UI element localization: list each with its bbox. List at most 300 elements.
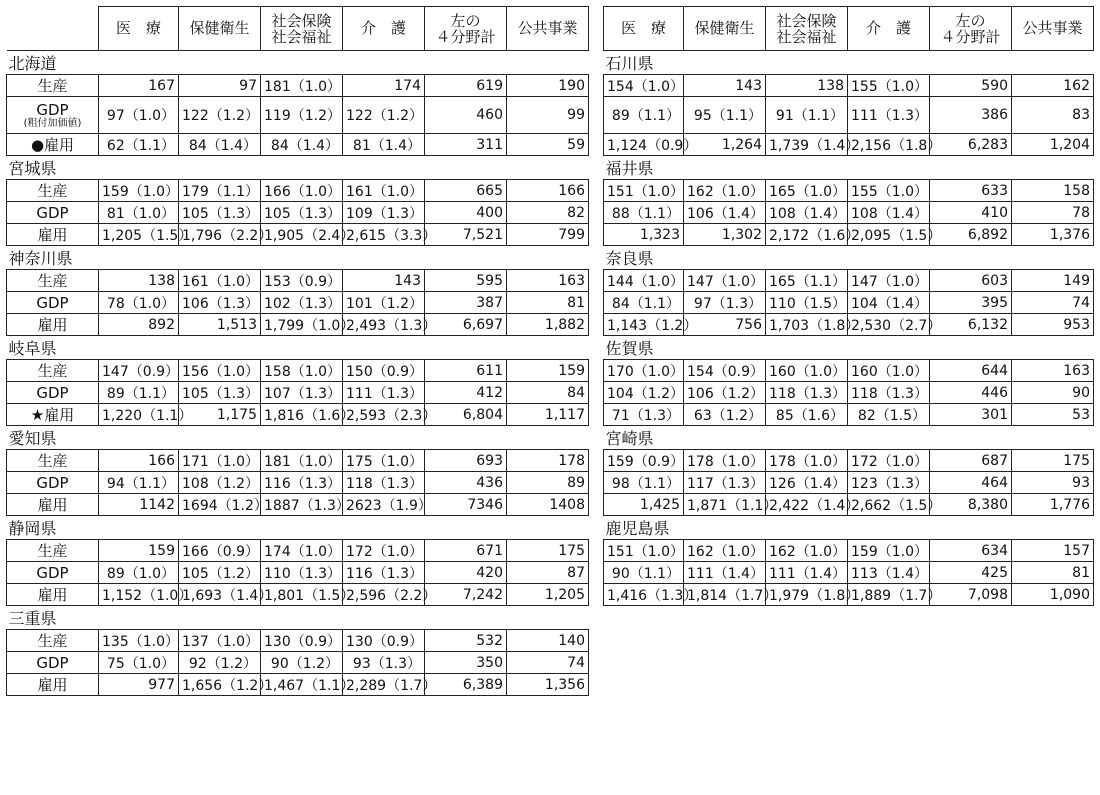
data-cell: 122（1.2） [343,97,425,134]
data-cell: 89 [507,472,589,494]
region-row [604,246,1094,270]
data-row [604,584,1094,606]
header-kokyo: 公共事業 [1012,7,1094,51]
data-cell: 1,204 [1012,134,1094,156]
region-name: 宮崎県 [605,429,654,448]
data-row [604,404,1094,426]
data-cell: 81 [507,292,589,314]
data-row [7,652,589,674]
data-cell: 1,905（2.4） [261,224,343,246]
data-row [604,75,1094,97]
row-label: 生産 [7,540,99,562]
data-row [7,630,589,652]
data-cell: 117（1.3） [684,472,766,494]
region-row [604,516,1094,540]
data-cell: 89（1.1） [604,97,684,134]
header-total [930,7,1012,51]
region-row [7,606,589,630]
data-cell: 2,662（1.5） [848,494,930,516]
data-cell: 147（1.0） [684,270,766,292]
data-cell: 977 [99,674,179,696]
data-cell: 386 [930,97,1012,134]
data-row [7,224,589,246]
data-cell: 161（1.0） [343,180,425,202]
data-cell: 116（1.3） [261,472,343,494]
data-cell: 611 [425,360,507,382]
data-cell: 90（1.1） [604,562,684,584]
data-cell: 75（1.0） [99,652,179,674]
data-row [7,314,589,336]
data-cell: 756 [684,314,766,336]
row-label: 生産 [7,450,99,472]
data-cell: 74 [507,652,589,674]
row-label-sub: (粗付加価値) [23,117,82,129]
data-cell: 1,739（1.4） [766,134,848,156]
row-label: GDP [7,202,99,224]
data-cell: 162（1.0） [684,180,766,202]
data-cell: 6,132 [930,314,1012,336]
data-cell: 464 [930,472,1012,494]
data-cell: 2,095（1.5） [848,224,930,246]
header-shakai [261,7,343,51]
row-label: GDP [7,382,99,404]
data-cell: 90（1.2） [261,652,343,674]
data-cell: 171（1.0） [179,450,261,472]
data-row [7,134,589,156]
region-name: 静岡県 [8,519,57,538]
data-row [604,494,1094,516]
data-cell: 181（1.0） [261,75,343,97]
data-row [7,75,589,97]
data-cell: 395 [930,292,1012,314]
region-name: 三重県 [8,609,57,628]
data-cell: 159 [507,360,589,382]
region-name: 福井県 [605,159,654,178]
data-cell: 102（1.3） [261,292,343,314]
data-row [7,562,589,584]
data-cell: 122（1.2） [179,97,261,134]
data-cell: 350 [425,652,507,674]
data-cell: 1,264 [684,134,766,156]
data-cell: 105（1.3） [179,202,261,224]
data-cell: 595 [425,270,507,292]
data-cell: 953 [1012,314,1094,336]
header-total-line2: ４分野計 [940,27,1001,46]
data-cell: 108（1.2） [179,472,261,494]
data-row [7,382,589,404]
data-cell: 91（1.1） [766,97,848,134]
data-cell: 619 [425,75,507,97]
row-label: GDP [7,292,99,314]
data-cell: 159 [99,540,179,562]
header-total [425,7,507,51]
data-cell: 174（1.0） [261,540,343,562]
row-label: 生産 [7,180,99,202]
data-cell: 92（1.2） [179,652,261,674]
data-row [604,180,1094,202]
data-cell: 1,776 [1012,494,1094,516]
data-cell: 2,593（2.3） [343,404,425,426]
data-cell: 106（1.3） [179,292,261,314]
data-cell: 105（1.3） [179,382,261,404]
data-cell: 634 [930,540,1012,562]
data-cell: 84（1.4） [179,134,261,156]
data-cell: 1,799（1.0） [261,314,343,336]
data-cell: 892 [99,314,179,336]
data-cell: 7346 [425,494,507,516]
data-cell: 89（1.0） [99,562,179,584]
row-label: ●雇用 [7,134,99,156]
data-cell: 63（1.2） [684,404,766,426]
data-cell: 84（1.4） [261,134,343,156]
data-cell: 101（1.2） [343,292,425,314]
data-cell: 154（0.9） [684,360,766,382]
data-cell: 2623（1.9） [343,494,425,516]
data-cell: 130（0.9） [261,630,343,652]
data-cell: 105（1.2） [179,562,261,584]
data-cell: 1,124（0.9） [604,134,684,156]
header-kokyo: 公共事業 [507,7,589,51]
data-cell: 84（1.1） [604,292,684,314]
data-cell: 460 [425,97,507,134]
data-row [7,584,589,606]
data-cell: 532 [425,630,507,652]
region-name: 石川県 [605,54,654,73]
data-cell: 85（1.6） [766,404,848,426]
data-cell: 153（0.9） [261,270,343,292]
data-cell: 113（1.4） [848,562,930,584]
left-stats-table [6,6,589,696]
data-cell: 108（1.4） [848,202,930,224]
corner-cell [7,7,99,51]
region-name: 岐阜県 [8,339,57,358]
data-cell: 81 [1012,562,1094,584]
region-name: 愛知県 [8,429,57,448]
data-cell: 446 [930,382,1012,404]
data-cell: 1,693（1.4） [179,584,261,606]
data-cell: 158 [1012,180,1094,202]
data-cell: 62（1.1） [99,134,179,156]
data-cell: 175（1.0） [343,450,425,472]
region-row [7,51,589,75]
data-cell: 1,117 [507,404,589,426]
data-cell: 104（1.2） [604,382,684,404]
region-row [7,426,589,450]
data-cell: 1,796（2.2） [179,224,261,246]
data-row [604,450,1094,472]
data-cell: 99 [507,97,589,134]
data-cell: 82（1.5） [848,404,930,426]
data-cell: 111（1.3） [848,97,930,134]
data-row [7,472,589,494]
header-kaigo: 介 護 [848,7,930,51]
data-cell: 150（0.9） [343,360,425,382]
data-cell: 109（1.3） [343,202,425,224]
region-name: 鹿児島県 [605,519,670,538]
data-cell: 1,376 [1012,224,1094,246]
data-cell: 154（1.0） [604,75,684,97]
data-cell: 74 [1012,292,1094,314]
data-cell: 1,882 [507,314,589,336]
data-cell: 174 [343,75,425,97]
data-cell: 178（1.0） [766,450,848,472]
row-label: 生産 [7,270,99,292]
data-cell: 110（1.3） [261,562,343,584]
row-label: GDP [7,472,99,494]
data-cell: 165（1.1） [766,270,848,292]
header-kaigo: 介 護 [343,7,425,51]
data-cell: 108（1.4） [766,202,848,224]
data-cell: 671 [425,540,507,562]
right-table-body [604,51,1094,606]
data-cell: 1,467（1.1） [261,674,343,696]
data-row [604,540,1094,562]
row-label: 生産 [7,630,99,652]
data-cell: 98（1.1） [604,472,684,494]
data-cell: 165（1.0） [766,180,848,202]
data-cell: 155（1.0） [848,180,930,202]
data-cell: 104（1.4） [848,292,930,314]
data-row [604,472,1094,494]
data-cell: 1,090 [1012,584,1094,606]
header-row [604,7,1094,51]
data-cell: 143 [343,270,425,292]
data-row [7,202,589,224]
data-cell: 644 [930,360,1012,382]
data-cell: 160（1.0） [848,360,930,382]
region-name: 宮城県 [8,159,57,178]
data-cell: 118（1.3） [848,382,930,404]
data-cell: 84 [507,382,589,404]
data-cell: 94（1.1） [99,472,179,494]
region-row [604,156,1094,180]
header-row [7,7,589,51]
data-cell: 89（1.1） [99,382,179,404]
data-cell: 175 [1012,450,1094,472]
data-row [7,404,589,426]
data-cell: 7,242 [425,584,507,606]
data-cell: 147（0.9） [99,360,179,382]
data-cell: 53 [1012,404,1094,426]
data-cell: 1887（1.3） [261,494,343,516]
data-cell: 106（1.4） [684,202,766,224]
data-cell: 90 [1012,382,1094,404]
data-cell: 2,530（2.7） [848,314,930,336]
data-cell: 6,892 [930,224,1012,246]
data-cell: 163 [507,270,589,292]
data-cell: 82 [507,202,589,224]
header-total-line1: 左の [450,11,481,30]
data-cell: 1142 [99,494,179,516]
region-row [7,156,589,180]
data-cell: 311 [425,134,507,156]
data-cell: 2,596（2.2） [343,584,425,606]
data-cell: 7,521 [425,224,507,246]
data-cell: 159（1.0） [99,180,179,202]
row-label: ★雇用 [7,404,99,426]
data-cell: 2,493（1.3） [343,314,425,336]
data-cell: 420 [425,562,507,584]
data-cell: 138 [766,75,848,97]
data-cell: 1,205（1.5） [99,224,179,246]
data-cell: 166 [507,180,589,202]
data-cell: 143 [684,75,766,97]
data-cell: 178 [507,450,589,472]
region-row [604,51,1094,75]
data-cell: 88（1.1） [604,202,684,224]
data-cell: 1,889（1.7） [848,584,930,606]
data-cell: 1,656（1.2） [179,674,261,696]
data-cell: 1,513 [179,314,261,336]
data-cell: 111（1.4） [766,562,848,584]
data-row [7,270,589,292]
data-cell: 106（1.2） [684,382,766,404]
data-cell: 81（1.4） [343,134,425,156]
row-label [7,97,99,134]
data-cell: 6,697 [425,314,507,336]
data-cell: 603 [930,270,1012,292]
data-cell: 400 [425,202,507,224]
data-cell: 123（1.3） [848,472,930,494]
data-cell: 111（1.4） [684,562,766,584]
row-label-main: GDP [36,100,69,119]
row-label: 生産 [7,360,99,382]
data-cell: 151（1.0） [604,180,684,202]
data-cell: 633 [930,180,1012,202]
data-cell: 8,380 [930,494,1012,516]
data-cell: 1,356 [507,674,589,696]
data-cell: 412 [425,382,507,404]
row-label: 雇用 [7,584,99,606]
data-row [7,292,589,314]
data-cell: 1,425 [604,494,684,516]
row-label: 雇用 [7,674,99,696]
data-cell: 140 [507,630,589,652]
data-row [7,540,589,562]
data-cell: 1,323 [604,224,684,246]
data-cell: 167 [99,75,179,97]
data-cell: 155（1.0） [848,75,930,97]
data-cell: 7,098 [930,584,1012,606]
header-total-line2: ４分野計 [435,27,496,46]
data-cell: 590 [930,75,1012,97]
data-cell: 1,416（1.3） [604,584,684,606]
row-label: 生産 [7,75,99,97]
data-cell: 119（1.2） [261,97,343,134]
data-row [604,270,1094,292]
data-cell: 158（1.0） [261,360,343,382]
data-cell: 105（1.3） [261,202,343,224]
data-cell: 665 [425,180,507,202]
data-cell: 118（1.3） [766,382,848,404]
data-cell: 137（1.0） [179,630,261,652]
right-stats-table [603,6,1094,606]
header-shakai-line2: 社会福祉 [271,27,332,46]
data-cell: 2,156（1.8） [848,134,930,156]
data-cell: 107（1.3） [261,382,343,404]
data-cell: 83 [1012,97,1094,134]
data-cell: 181（1.0） [261,450,343,472]
data-cell: 1408 [507,494,589,516]
data-cell: 1,871（1.1） [684,494,766,516]
data-row [604,382,1094,404]
header-shakai [766,7,848,51]
data-cell: 160（1.0） [766,360,848,382]
data-cell: 93（1.3） [343,652,425,674]
data-cell: 172（1.0） [343,540,425,562]
data-cell: 87 [507,562,589,584]
data-cell: 97（1.3） [684,292,766,314]
data-cell: 6,389 [425,674,507,696]
data-cell: 156（1.0） [179,360,261,382]
data-row [604,202,1094,224]
data-cell: 1,703（1.8） [766,314,848,336]
data-cell: 93 [1012,472,1094,494]
data-cell: 161（1.0） [179,270,261,292]
data-cell: 97 [179,75,261,97]
region-row [7,336,589,360]
data-cell: 1,801（1.5） [261,584,343,606]
data-cell: 116（1.3） [343,562,425,584]
data-cell: 162（1.0） [766,540,848,562]
data-cell: 693 [425,450,507,472]
data-cell: 135（1.0） [99,630,179,652]
data-cell: 166（1.0） [261,180,343,202]
data-cell: 1,816（1.6） [261,404,343,426]
data-row [604,134,1094,156]
data-cell: 6,804 [425,404,507,426]
data-row [604,360,1094,382]
data-cell: 126（1.4） [766,472,848,494]
header-shakai-line1: 社会保険 [271,11,332,30]
data-cell: 163 [1012,360,1094,382]
data-cell: 97（1.0） [99,97,179,134]
data-cell: 170（1.0） [604,360,684,382]
data-cell: 149 [1012,270,1094,292]
data-cell: 81（1.0） [99,202,179,224]
header-iryo: 医 療 [604,7,684,51]
data-cell: 71（1.3） [604,404,684,426]
data-cell: 2,172（1.6） [766,224,848,246]
header-shakai-line1: 社会保険 [776,11,837,30]
data-cell: 1,302 [684,224,766,246]
data-cell: 159（0.9） [604,450,684,472]
region-row [604,336,1094,360]
data-cell: 799 [507,224,589,246]
region-name: 神奈川県 [8,249,73,268]
data-cell: 301 [930,404,1012,426]
data-cell: 157 [1012,540,1094,562]
row-label: 雇用 [7,224,99,246]
data-row [604,97,1094,134]
data-cell: 2,422（1.4） [766,494,848,516]
region-name: 佐賀県 [605,339,654,358]
data-cell: 1,205 [507,584,589,606]
data-row [7,97,589,134]
data-cell: 166（0.9） [179,540,261,562]
data-row [7,674,589,696]
header-total-line1: 左の [955,11,986,30]
data-row [7,360,589,382]
data-row [604,224,1094,246]
data-row [7,494,589,516]
data-row [604,314,1094,336]
data-cell: 6,283 [930,134,1012,156]
header-hoken: 保健衛生 [684,7,766,51]
data-cell: 1,814（1.7） [684,584,766,606]
data-cell: 1,152（1.0） [99,584,179,606]
data-row [604,292,1094,314]
